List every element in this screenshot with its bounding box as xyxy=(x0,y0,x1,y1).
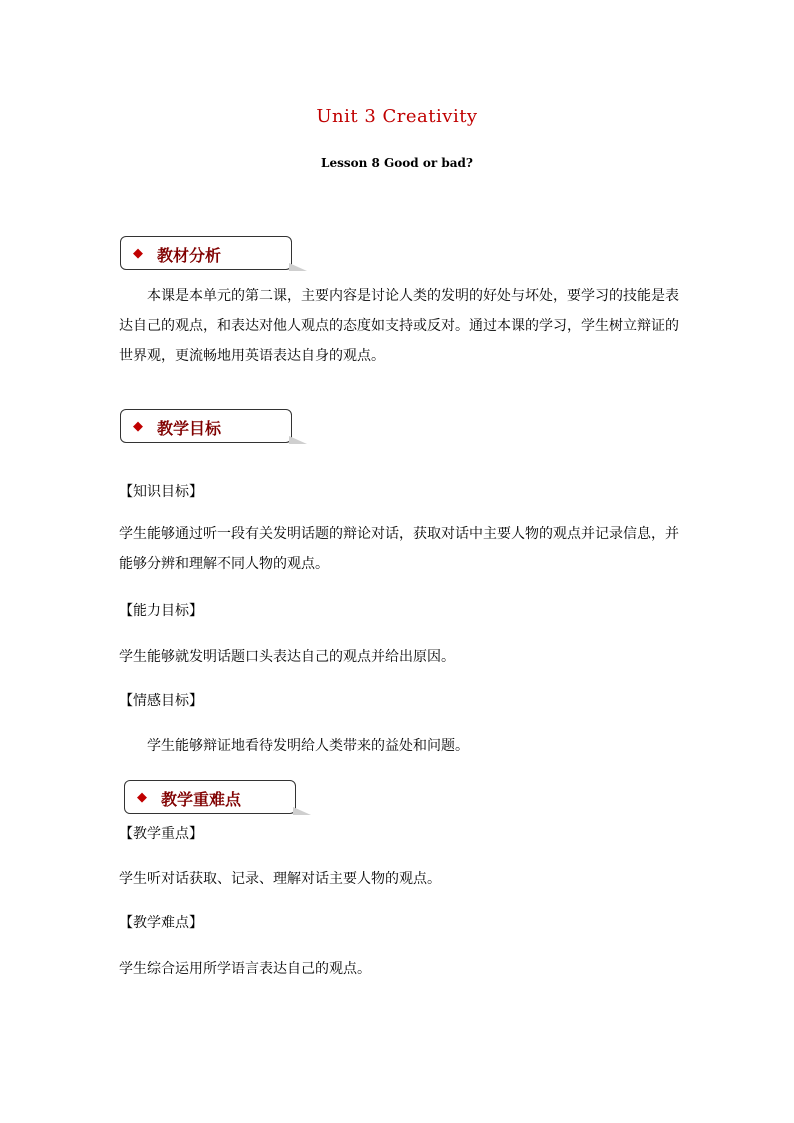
diamond-bullet-icon: ◆ xyxy=(137,790,147,805)
emotion-objective-text: 学生能够辩证地看待发明给人类带来的益处和问题。 xyxy=(147,738,469,754)
knowledge-objective-label: 【知识目标】 xyxy=(119,484,203,500)
section-label: 教学重难点 xyxy=(161,790,242,809)
section-label: 教材分析 xyxy=(157,246,222,265)
diamond-bullet-icon: ◆ xyxy=(133,419,143,434)
teaching-difficulty-text: 学生综合运用所学语言表达自己的观点。 xyxy=(119,961,371,977)
section-heading-analysis xyxy=(120,236,292,270)
section-heading-key-points xyxy=(124,780,296,814)
section-label: 教学目标 xyxy=(157,419,222,438)
lesson-subtitle: Lesson 8 Good or bad? xyxy=(321,156,473,170)
knowledge-objective-text: 学生能够通过听一段有关发明话题的辩论对话，获取对话中主要人物的观点并记录信息，并能够分辨和理解不同人物的观点。 xyxy=(119,526,679,572)
analysis-paragraph: 本课是本单元的第二课，主要内容是讨论人类的发明的好处与坏处，要学习的技能是表达自己的观点，和表达对他人观点的态度如支持或反对。通过本课的学习，学生树立辩证的世界观，更流畅地用英语表达自身的观点。 xyxy=(119,288,679,364)
teaching-focus-text: 学生听对话获取、记录、理解对话主要人物的观点。 xyxy=(119,871,441,887)
diamond-bullet-icon: ◆ xyxy=(133,246,143,261)
teaching-focus-label: 【教学重点】 xyxy=(119,826,203,842)
teaching-difficulty-label: 【教学难点】 xyxy=(119,915,203,931)
section-heading-objectives xyxy=(120,409,292,443)
ability-objective-label: 【能力目标】 xyxy=(119,603,203,619)
unit-title: Unit 3 Creativity xyxy=(316,106,478,127)
emotion-objective-label: 【情感目标】 xyxy=(119,693,203,709)
ability-objective-text: 学生能够就发明话题口头表达自己的观点并给出原因。 xyxy=(119,649,455,665)
